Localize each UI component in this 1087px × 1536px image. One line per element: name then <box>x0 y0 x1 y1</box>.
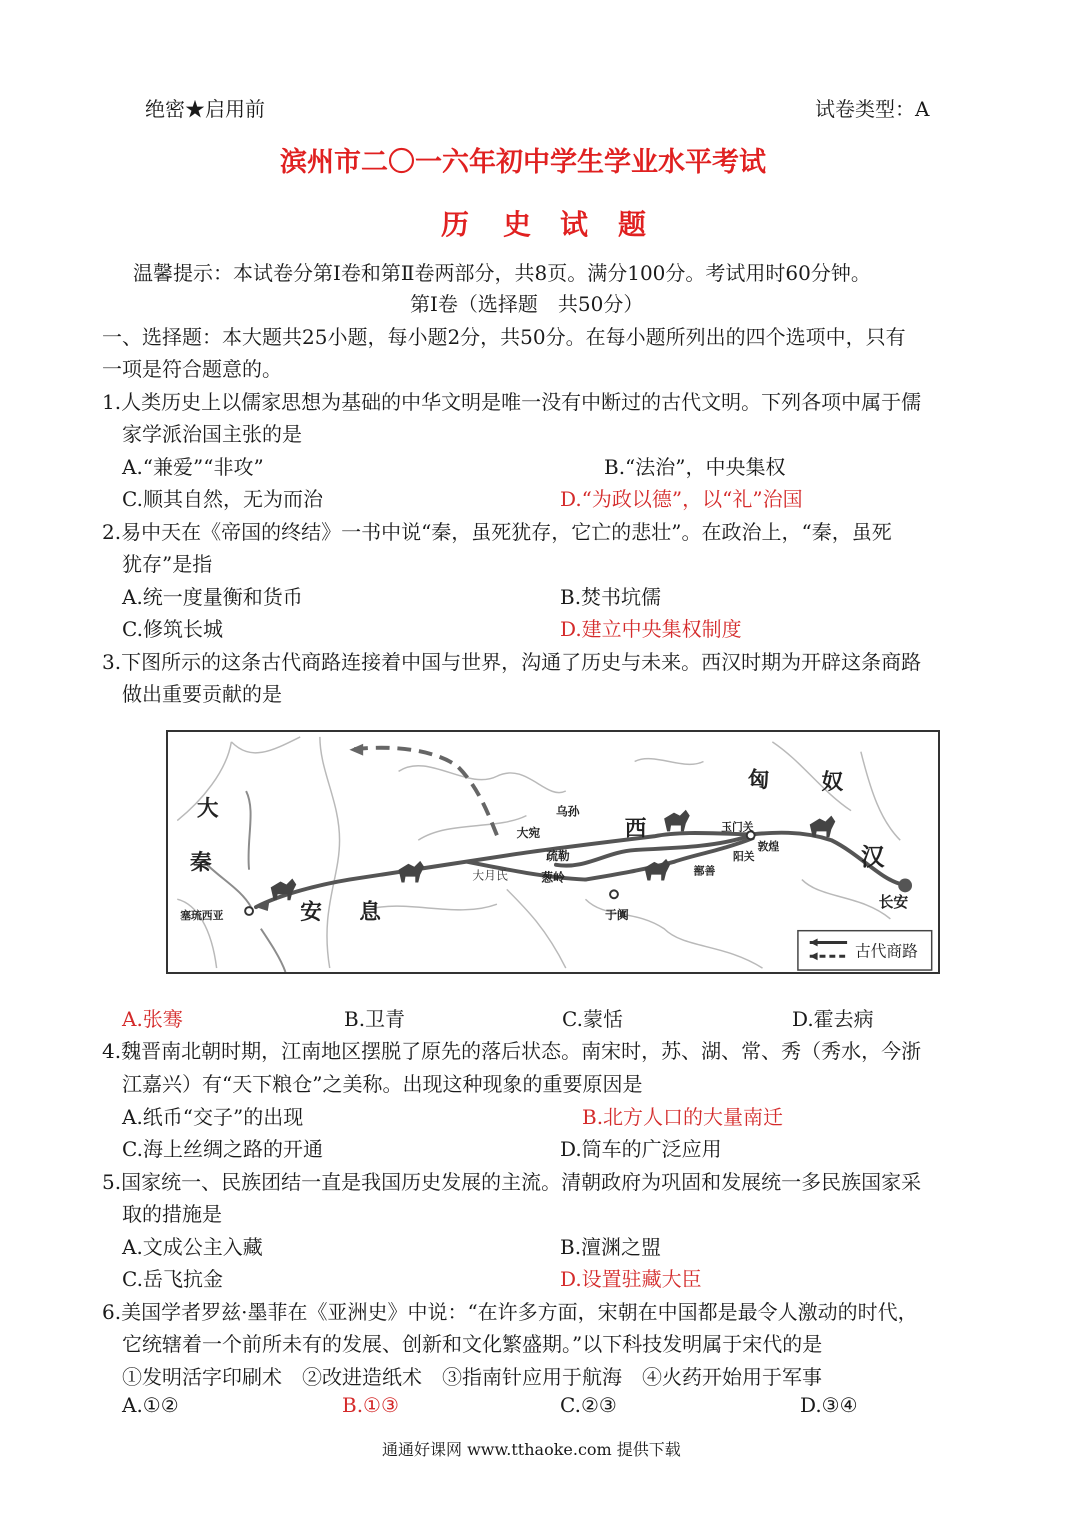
subject-char-1: 历 <box>441 208 472 241</box>
question-6-line-2: 它统辖着一个前所未有的发展、创新和文化繁盛期。”以下科技发明属于宋代的是 <box>122 1332 823 1356</box>
exam-title: 滨州市二〇一六年初中学生学业水平考试 <box>280 147 766 178</box>
q3-option-b: B.卫青 <box>344 1007 406 1031</box>
map-label-daqin-2: 秦 <box>190 850 212 876</box>
map-label-xiyu: 西 <box>624 816 647 842</box>
q4-option-d: D.筒车的广泛应用 <box>560 1137 722 1161</box>
question-5-line-1: 5.国家统一、民族团结一直是我国历史发展的主流。清朝政府为巩固和发展统一多民族国家采 <box>102 1170 922 1194</box>
question-6-line-1: 6.美国学者罗兹·墨菲在《亚洲史》中说：“在许多方面，宋朝在中国都是最令人激动的时代， <box>102 1300 918 1324</box>
q1-option-b: B.“法治”，中央集权 <box>604 455 786 479</box>
q6-option-a: A.①② <box>122 1393 179 1417</box>
subject-char-4: 题 <box>618 208 649 241</box>
map-label-wusun: 乌孙 <box>555 804 580 819</box>
question-2-line-1: 2.易中天在《帝国的终结》一书中说“秦，虽死犹存，它亡的悲壮”。在政治上，“秦，虽死 <box>102 520 892 544</box>
question-4-line-1: 4.魏晋南北朝时期，江南地区摆脱了原先的落后状态。南宋时，苏、湖、常、秀（秀水，今浙 <box>102 1039 922 1063</box>
map-label-dayuan: 大宛 <box>516 826 541 841</box>
q2-option-c: C.修筑长城 <box>122 617 223 641</box>
q6-option-c: C.②③ <box>560 1393 617 1417</box>
q2-option-a: A.统一度量衡和货币 <box>122 585 303 609</box>
map-label-dunhuang: 敦煌 <box>757 840 780 854</box>
confidential-mark: 绝密★启用前 <box>145 97 265 121</box>
silk-road-map <box>166 730 940 974</box>
exam-tip: 温馨提示：本试卷分第Ⅰ卷和第Ⅱ卷两部分，共8页。满分100分。考试用时60分钟。 <box>133 261 871 285</box>
silk-road-map-drawing <box>168 732 938 972</box>
subject-char-3: 试 <box>560 208 591 241</box>
q5-option-b: B.澶渊之盟 <box>560 1235 662 1259</box>
map-label-xiongnu-1: 匈 <box>747 768 770 794</box>
subject-char-2: 史 <box>503 208 534 241</box>
q3-option-c: C.蒙恬 <box>562 1007 623 1031</box>
map-label-han: 汉 <box>860 842 885 871</box>
q2-option-d-answer: D.建立中央集权制度 <box>560 617 742 641</box>
q6-option-b-answer: B.①③ <box>342 1393 399 1417</box>
q6-items: ①发明活字印刷术 ②改进造纸术 ③指南针应用于航海 ④火药开始用于军事 <box>122 1365 822 1389</box>
map-label-shanshan: 鄯善 <box>693 864 716 878</box>
q4-option-a: A.纸币“交子”的出现 <box>122 1105 304 1129</box>
instruction-line-1: 一、选择题：本大题共25小题，每小题2分，共50分。在每小题所列出的四个选项中，只有 <box>102 325 906 349</box>
question-3-line-1: 3.下图所示的这条古代商路连接着中国与世界，沟通了历史与未来。西汉时期为开辟这条商路 <box>102 650 922 674</box>
map-label-congling: 葱岭 <box>541 870 565 885</box>
map-label-anxi-1: 安 <box>300 899 322 925</box>
q1-option-c: C.顺其自然，无为而治 <box>122 487 323 511</box>
paper-type: 试卷类型：A <box>815 97 930 121</box>
q3-option-a-answer: A.张骞 <box>122 1007 183 1031</box>
map-label-anxi-2: 息 <box>359 899 381 925</box>
map-label-yangguan: 阳关 <box>733 849 755 863</box>
question-5-line-2: 取的措施是 <box>122 1202 222 1226</box>
map-label-yumenguan: 玉门关 <box>721 820 754 834</box>
question-4-line-2: 江嘉兴）有“天下粮仓”之美称。出现这种现象的重要原因是 <box>122 1072 643 1096</box>
q1-option-a: A.“兼爱”“非攻” <box>122 455 264 479</box>
map-legend-label: 古代商路 <box>854 941 918 961</box>
q3-option-d: D.霍去病 <box>792 1007 874 1031</box>
q2-option-b: B.焚书坑儒 <box>560 585 662 609</box>
q5-option-d-answer: D.设置驻藏大臣 <box>560 1267 702 1291</box>
section-title: 第Ⅰ卷（选择题 共50分） <box>410 292 644 316</box>
q4-option-c: C.海上丝绸之路的开通 <box>122 1137 323 1161</box>
q4-option-b-answer: B.北方人口的大量南迁 <box>582 1105 784 1129</box>
map-label-xiongnu-2: 奴 <box>821 770 844 796</box>
question-2-line-2: 犹存”是指 <box>122 552 213 576</box>
q5-option-c: C.岳飞抗金 <box>122 1267 223 1291</box>
map-label-dayuezhi: 大月氏 <box>472 868 508 883</box>
map-label-seleucia: 塞琉西亚 <box>180 908 224 922</box>
map-label-shule: 疏勒 <box>546 848 570 863</box>
q6-option-d: D.③④ <box>800 1393 858 1417</box>
instruction-line-2: 一项是符合题意的。 <box>102 357 282 381</box>
q5-option-a: A.文成公主入藏 <box>122 1235 263 1259</box>
map-label-yutian: 于阗 <box>605 907 629 922</box>
map-label-daqin-1: 大 <box>196 796 219 822</box>
footer-credit: 通通好课网 www.tthaoke.com 提供下载 <box>382 1440 681 1459</box>
map-label-changan: 长安 <box>878 894 909 912</box>
question-3-line-2: 做出重要贡献的是 <box>122 682 282 706</box>
map-legend <box>798 931 932 970</box>
question-1-line-2: 家学派治国主张的是 <box>122 422 302 446</box>
q1-option-d-answer: D.“为政以德”，以“礼”治国 <box>560 487 803 511</box>
question-1-line-1: 1.人类历史上以儒家思想为基础的中华文明是唯一没有中断过的古代文明。下列各项中属于儒 <box>102 390 922 414</box>
